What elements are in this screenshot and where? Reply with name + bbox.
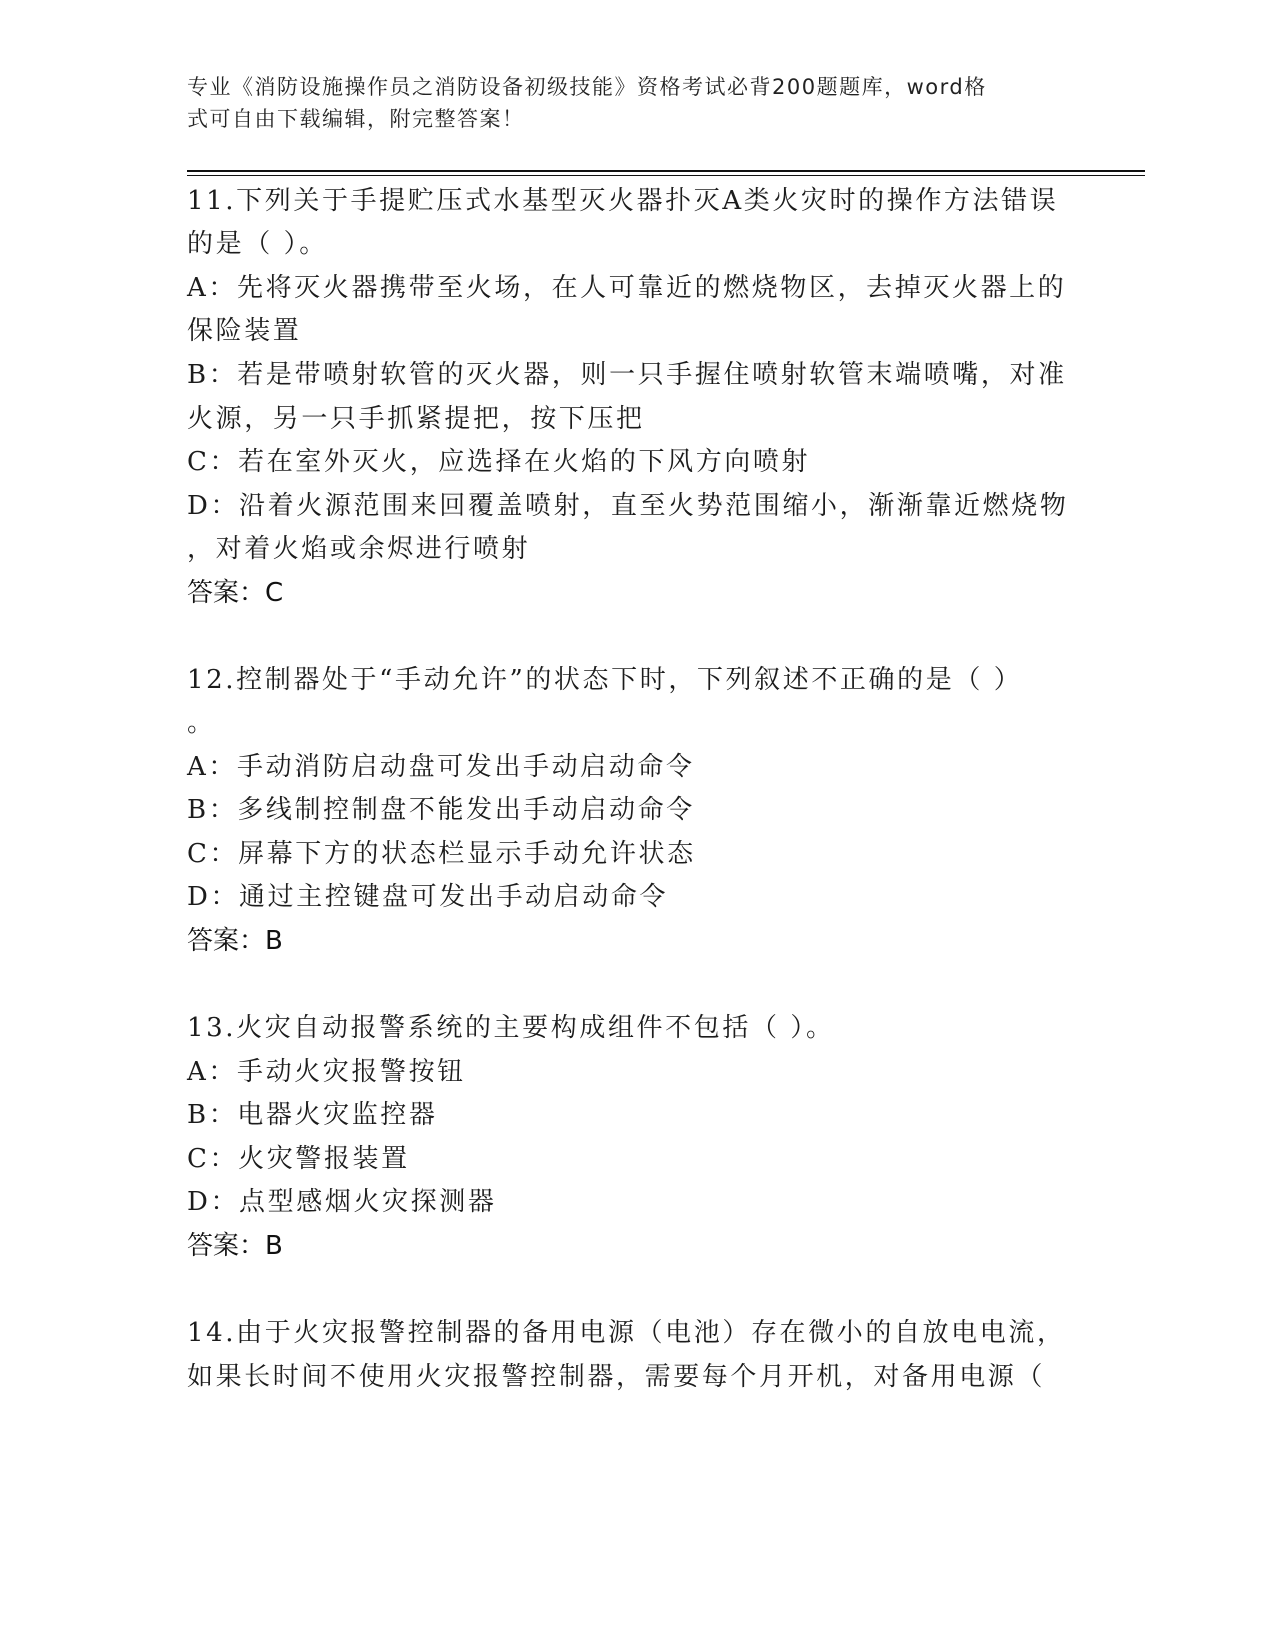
option-c: C：火灾警报装置 [187,1144,410,1174]
answer-label: 答案：B [187,1231,283,1261]
header-divider-thin [187,175,1145,176]
option-d: D：点型感烟火灾探测器 [187,1187,497,1217]
question-stem: 11.下列关于手提贮压式水基型灭火器扑灭A类火灾时的操作方法错误 [187,186,1059,216]
option-c: C：屏幕下方的状态栏显示手动允许状态 [187,839,696,869]
option-d: D：通过主控键盘可发出手动启动命令 [187,882,669,912]
header-text-line-1: 专业《消防设施操作员之消防设备初级技能》资格考试必背200题题库，word格 [187,75,987,99]
option-b: 火源，另一只手抓紧提把，按下压把 [187,404,645,434]
question-stem: 的是（ ）。 [187,229,328,259]
option-b: B：多线制控制盘不能发出手动启动命令 [187,795,695,825]
answer-label: 答案：C [187,578,284,608]
header-text-line-2: 式可自由下载编辑，附完整答案！ [187,107,525,131]
answer-label: 答案：B [187,926,283,956]
option-c: C：若在室外灭火，应选择在火焰的下风方向喷射 [187,447,811,477]
option-a: 保险装置 [187,316,302,346]
option-b: B：若是带喷射软管的灭火器，则一只手握住喷射软管末端喷嘴，对准 [187,360,1067,390]
question-stem: 如果长时间不使用火灾报警控制器，需要每个月开机，对备用电源（ [187,1362,1046,1392]
question-stem: 。 [187,708,216,738]
option-b: B：电器火灾监控器 [187,1100,438,1130]
header-divider-thick [187,170,1145,172]
option-d: ，对着火焰或余烬进行喷射 [187,534,531,564]
option-a: A：手动消防启动盘可发出手动启动命令 [187,752,695,782]
option-d: D：沿着火源范围来回覆盖喷射，直至火势范围缩小，渐渐靠近燃烧物 [187,491,1069,521]
question-stem: 12.控制器处于“手动允许”的状态下时，下列叙述不正确的是（ ） [187,665,1023,695]
question-stem: 14.由于火灾报警控制器的备用电源（电池）存在微小的自放电电流， [187,1318,1066,1348]
option-a: A：手动火灾报警按钮 [187,1057,466,1087]
option-a: A：先将灭火器携带至火场，在人可靠近的燃烧物区，去掉灭火器上的 [187,273,1067,303]
question-stem: 13.火灾自动报警系统的主要构成组件不包括（ ）。 [187,1013,835,1043]
